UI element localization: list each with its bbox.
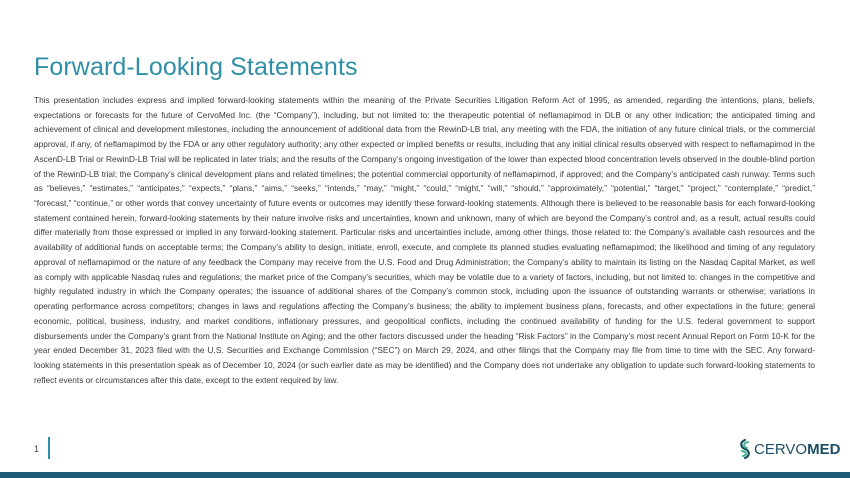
logo-text-bold: MED — [807, 440, 841, 458]
disclaimer-paragraph: This presentation includes express and implied forward-looking statements within the meaning of the Private Securities Litigation Reform Act of 1995, as amended, regarding the intentions, plans, beliefs, expectations or forecasts for the future of CervoMed Inc. (the “Company”), including, but not limited to: the therapeutic potential of neflamapimod in DLB or any other indication; the anticipated timing and achievement of clinical and development milestones, including the announcement of additional data from the RewinD-LB trial, any meeting with the FDA, the initiation of any future clinical trials, or the commercial approval, if any, of neflamapimod by the FDA or any other regulatory authority; any other expected or implied benefits or results, including that any initial clinical results observed with respect to neflamapimod in the AscenD-LB Trial or RewinD-LB Trial will be replicated in later trials; and the results of the Company’s ongoing investigation of the lower than expected blood concentration levels observed in the double-blind portion of the RewinD-LB trial; the Company’s clinical development plans and related timelines; the potential commercial opportunity of neflamapimod, if approved; and the Company’s anticipated cash runway. Terms such as “believes,” “estimates,” “anticipates,” “expects,” “plans,” “aims,” “seeks,” “intends,” “may,” “might,” “could,” “might,” “will,” “should,” “approximately,” “potential,” “target,” “project,” “contemplate,” “predict,” “forecast,” “continue,” or other words that convey uncertainty of future events or outcomes may identify these forward-looking statements. Although there is believed to be reasonable basis for each forward-looking statement contained herein, forward-looking statements by their nature involve risks and uncertainties, known and unknown, many of which are beyond the Company’s control and, as a result, actual results could differ materially from those expressed or implied in any forward-looking statement. Particular risks and uncertainties include, among other things, those related to: the Company’s available cash resources and the availability of additional funds on acceptable terms; the Company’s ability to design, initiate, enroll, execute, and complete its planned studies evaluating neflamapimod; the likelihood and timing of any regulatory approval of neflamapimod or the nature of any feedback the Company may receive from the U.S. Food and Drug Administration; the Company’s ability to maintain its listing on the Nasdaq Capital Market, as well as comply with applicable Nasdaq rules and regulations; the market price of the Company’s securities, which may be volatile due to a variety of factors, including, but not limited to: changes in the competitive and highly regulated industry in which the Company operates; the issuance of additional shares of the Company’s common stock, including upon the issuance of outstanding warrants or otherwise; variations in operating performance across competitors; changes in laws and regulations affecting the Company’s business; the ability to implement business plans, forecasts, and other expectations in the future; general economic, political, business, industry, and market conditions, inflationary pressures, and geopolitical conflicts, including the continued availability of funding for the U.S. federal government to support disbursements under the Company’s grant from the National Institute on Aging; and the other factors discussed under the heading “Risk Factors” in the Company’s most recent Annual Report on Form 10-K for the year ended December 31, 2023 filed with the U.S. Securities and Exchange Commission (“SEC”) on March 29, 2024, and other filings that the Company may file from time to time with the SEC. Any forward-looking statements in this presentation speak as of December 10, 2024 (or such earlier date as may be identified) and the Company does not undertake any obligation to update such forward-looking statements to reflect events or circumstances after this date, except to the extent required by law. — [34, 95, 815, 385]
footer-bar — [0, 472, 850, 478]
page-number: 1 — [34, 444, 40, 454]
logo-text-regular: CERVO — [754, 440, 808, 458]
logo-wordmark — [754, 441, 840, 458]
swirl-icon — [738, 438, 752, 460]
company-logo — [738, 438, 840, 460]
page-number-divider — [48, 437, 50, 459]
page-title: Forward-Looking Statements — [34, 52, 358, 81]
